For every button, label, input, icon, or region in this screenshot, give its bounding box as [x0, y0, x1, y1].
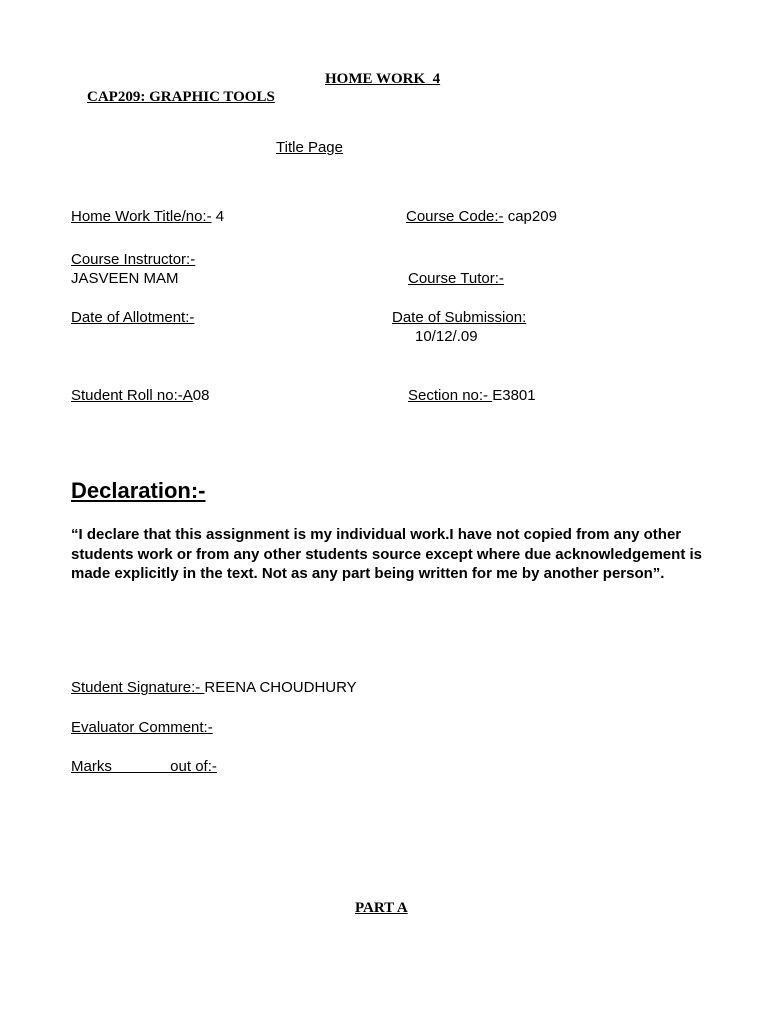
roll-field [71, 387, 209, 404]
homework-title-label: Home Work Title/no:- [71, 208, 212, 225]
homework-title-field [71, 208, 224, 225]
course-code-value: cap209 [503, 208, 557, 225]
course-code-label: Course Code:- [406, 208, 504, 225]
homework-heading: HOME WORK 4 [325, 71, 441, 87]
tutor-label: Course Tutor:- [408, 270, 504, 287]
declaration-heading: Declaration:- [71, 478, 206, 503]
submission-value: 10/12/.09 [415, 328, 478, 345]
homework-title-value: 4 [211, 208, 225, 225]
section-value: E3801 [492, 387, 536, 404]
marks-label: Marks out of:- [71, 758, 217, 775]
roll-value: 08 [192, 387, 210, 404]
signature-field [71, 679, 357, 696]
signature-label: Student Signature:- [71, 679, 205, 696]
signature-value: REENA CHOUDHURY [204, 679, 357, 696]
evaluator-comment-label: Evaluator Comment:- [71, 719, 213, 736]
part-a-heading: PART A [355, 900, 408, 916]
instructor-label: Course Instructor:- [71, 251, 196, 268]
section-field [408, 387, 536, 404]
course-code-field [406, 208, 557, 225]
submission-label: Date of Submission: [392, 309, 527, 326]
roll-label: Student Roll no:-A [71, 387, 193, 404]
course-name: CAP209: GRAPHIC TOOLS [87, 89, 275, 105]
allotment-label: Date of Allotment:- [71, 309, 195, 326]
section-label: Section no:- [408, 387, 493, 404]
instructor-value: JASVEEN MAM [71, 270, 179, 287]
declaration-text: “I declare that this assignment is my individual work.I have not copied from any other students work or from any other students source except where due acknowledgement is made explicitly in the text. Not as any part being written for me by another person”. [71, 526, 702, 582]
title-page-heading: Title Page [276, 139, 343, 156]
